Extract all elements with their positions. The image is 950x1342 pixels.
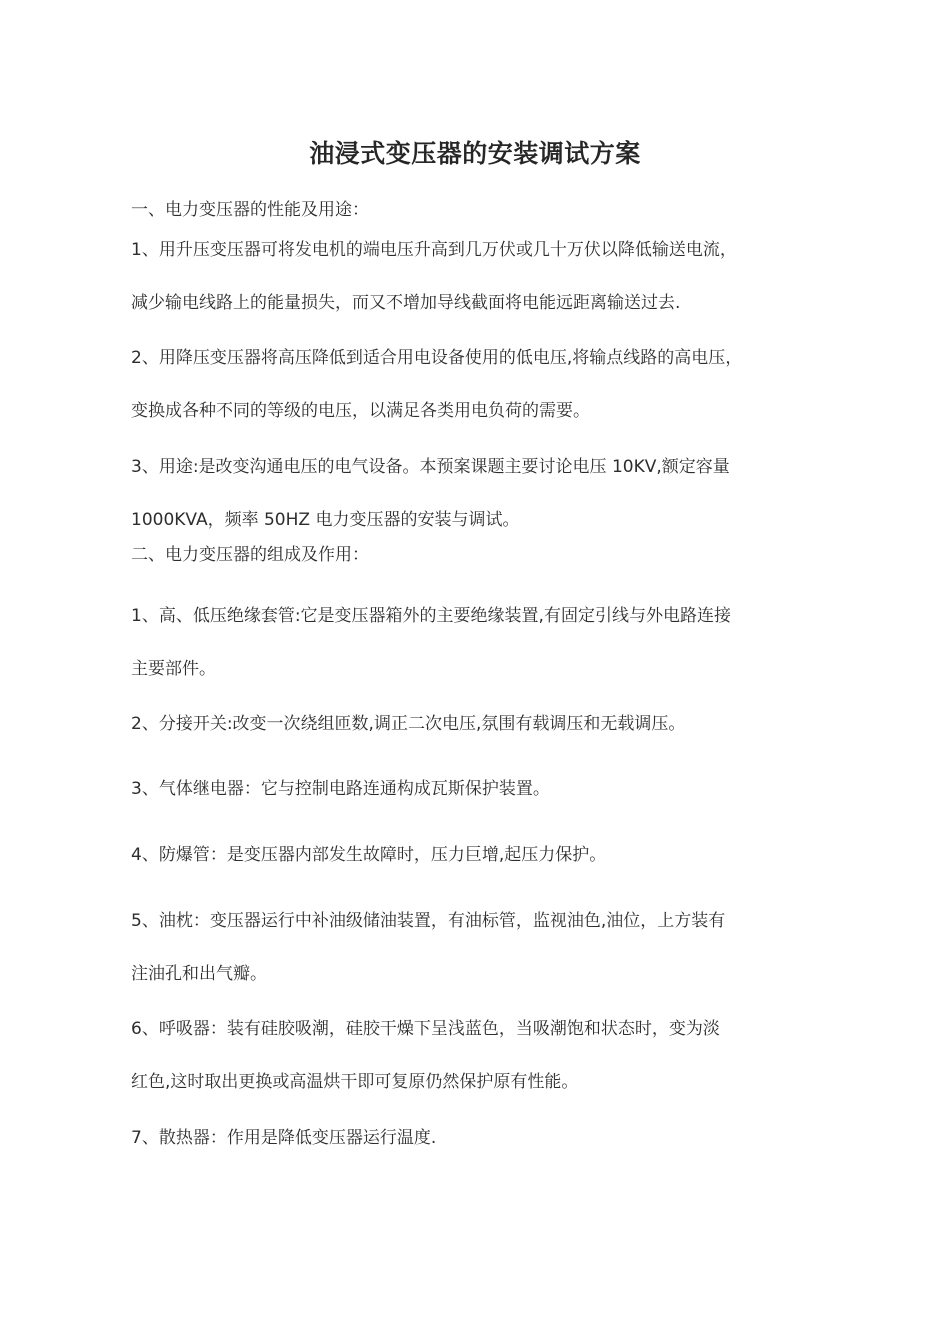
section-2-item-6	[131, 1003, 831, 1109]
paragraph-line: 1000KVA，频率 50HZ 电力变压器的安装与调试。	[131, 510, 520, 530]
section-2-item-4	[131, 829, 831, 882]
paragraph-line: 3、气体继电器：它与控制电路连通构成瓦斯保护装置。	[131, 779, 550, 799]
section-1-item-2	[131, 332, 831, 438]
paragraph-line: 5、油枕：变压器运行中补油级储油装置，有油标管，监视油色,油位，上方装有	[131, 911, 726, 931]
paragraph-line: 主要部件。	[131, 659, 216, 679]
section-2-item-7	[131, 1112, 831, 1165]
paragraph-line: 2、分接开关:改变一次绕组匝数,调正二次电压,氛围有载调压和无载调压。	[131, 714, 686, 734]
paragraph-line: 1、高、低压绝缘套管:它是变压器箱外的主要绝缘装置,有固定引线与外电路连接	[131, 606, 731, 626]
paragraph-line: 减少输电线路上的能量损失，而又不增加导线截面将电能远距离输送过去.	[131, 293, 681, 313]
paragraph-line: 红色,这时取出更换或高温烘干即可复原仍然保护原有性能。	[131, 1072, 579, 1092]
paragraph-line: 1、用升压变压器可将发电机的端电压升高到几万伏或几十万伏以降低输送电流，	[131, 240, 737, 260]
section-2-heading: 二、电力变压器的组成及作用：	[131, 545, 369, 565]
section-2-item-5	[131, 895, 831, 1001]
paragraph-line: 6、呼吸器：装有硅胶吸潮，硅胶干燥下呈浅蓝色，当吸潮饱和状态时，变为淡	[131, 1019, 720, 1039]
section-1-item-3	[131, 441, 831, 547]
paragraph-line: 2、用降压变压器将高压降低到适合用电设备使用的低电压,将输点线路的高电压，	[131, 348, 743, 368]
section-2-item-3	[131, 763, 831, 816]
document-title: 油浸式变压器的安装调试方案	[309, 139, 641, 168]
paragraph-line: 变换成各种不同的等级的电压，以满足各类用电负荷的需要。	[131, 401, 590, 421]
paragraph-line: 注油孔和出气瓣。	[131, 964, 267, 984]
paragraph-line: 4、防爆管：是变压器内部发生故障时，压力巨增,起压力保护。	[131, 845, 607, 865]
section-2-item-2	[131, 698, 831, 751]
paragraph-line: 3、用途:是改变沟通电压的电气设备。本预案课题主要讨论电压 10KV,额定容量	[131, 457, 730, 477]
section-1-heading: 一、电力变压器的性能及用途：	[131, 200, 369, 220]
section-1-item-1	[131, 224, 831, 330]
paragraph-line: 7、散热器：作用是降低变压器运行温度.	[131, 1128, 437, 1148]
section-2-item-1	[131, 590, 831, 696]
